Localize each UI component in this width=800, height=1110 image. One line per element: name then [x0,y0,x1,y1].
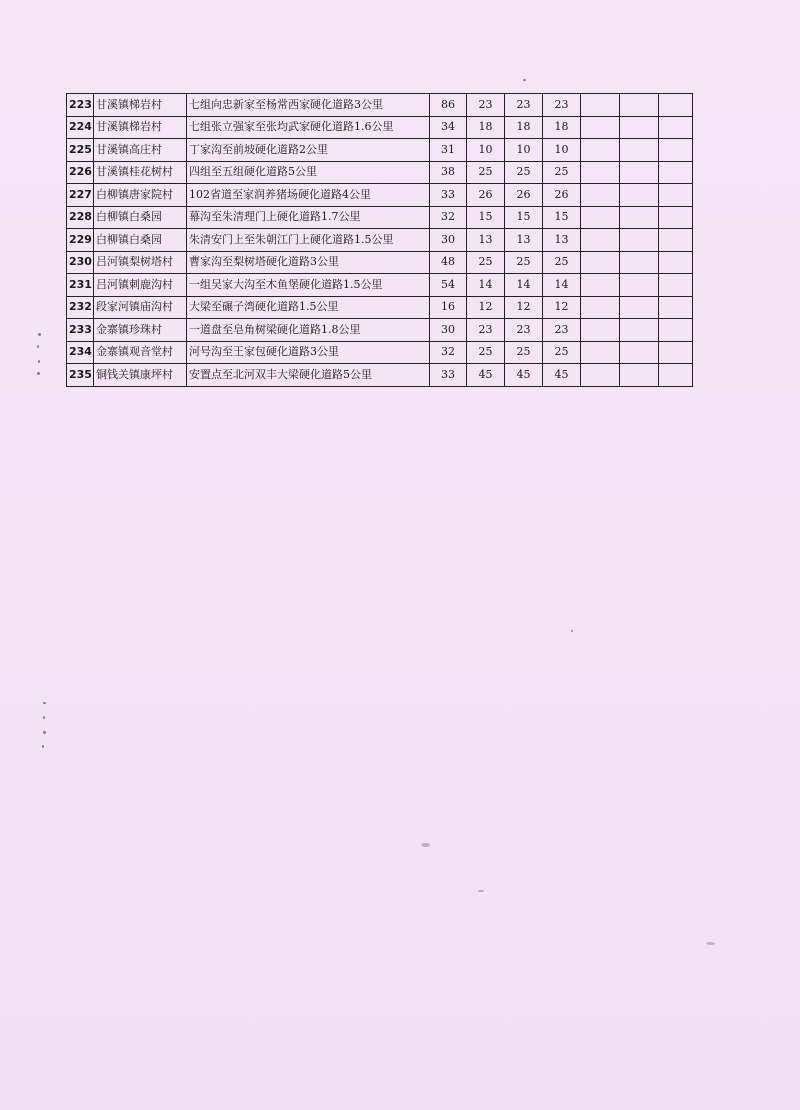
empty-cell [620,251,659,274]
empty-cell [659,184,693,207]
value-col-4: 12 [543,296,581,319]
value-col-3: 25 [505,161,543,184]
empty-cell [659,274,693,297]
value-col-2: 18 [467,116,505,139]
value-col-4: 10 [543,139,581,162]
empty-cell [581,319,620,342]
row-number: 235 [67,364,94,387]
table-row [67,364,693,387]
value-col-1: 30 [430,319,467,342]
row-number: 231 [67,274,94,297]
value-col-1: 48 [430,251,467,274]
village-name: 甘溪镇桂花树村 [94,161,187,184]
scan-speck [523,79,526,81]
empty-cell [659,229,693,252]
value-col-4: 25 [543,161,581,184]
row-number: 233 [67,319,94,342]
table-row [67,229,693,252]
value-col-4: 23 [543,94,581,117]
empty-cell [620,341,659,364]
scan-speck [37,345,39,348]
value-col-3: 12 [505,296,543,319]
value-col-2: 12 [467,296,505,319]
value-col-1: 86 [430,94,467,117]
value-col-4: 14 [543,274,581,297]
value-col-1: 30 [430,229,467,252]
value-col-2: 23 [467,94,505,117]
value-col-3: 23 [505,94,543,117]
table-row [67,139,693,162]
village-name: 白柳镇唐家院村 [94,184,187,207]
value-col-1: 33 [430,184,467,207]
empty-cell [659,364,693,387]
value-col-3: 14 [505,274,543,297]
village-name: 吕河镇刺鹿沟村 [94,274,187,297]
village-name: 甘溪镇梯岩村 [94,116,187,139]
value-col-4: 15 [543,206,581,229]
value-col-2: 45 [467,364,505,387]
project-description: 幕沟至朱清理门上硬化道路1.7公里 [187,206,430,229]
value-col-4: 26 [543,184,581,207]
project-description: 丁家沟至前坡硬化道路2公里 [187,139,430,162]
value-col-2: 10 [467,139,505,162]
value-col-4: 18 [543,116,581,139]
project-description: 河号沟至王家包硬化道路3公里 [187,341,430,364]
row-number: 228 [67,206,94,229]
empty-cell [659,161,693,184]
project-description: 大梁至碾子湾硬化道路1.5公里 [187,296,430,319]
project-table [66,93,693,387]
table-row [67,161,693,184]
empty-cell [581,364,620,387]
row-number: 229 [67,229,94,252]
empty-cell [620,184,659,207]
empty-cell [659,206,693,229]
empty-cell [620,116,659,139]
village-name: 甘溪镇高庄村 [94,139,187,162]
table-row [67,319,693,342]
empty-cell [581,94,620,117]
scan-speck [421,843,430,847]
value-col-3: 25 [505,251,543,274]
project-description: 安置点至北河双丰大梁硬化道路5公里 [187,364,430,387]
value-col-2: 23 [467,319,505,342]
empty-cell [659,319,693,342]
value-col-4: 13 [543,229,581,252]
empty-cell [620,229,659,252]
row-number: 227 [67,184,94,207]
value-col-2: 13 [467,229,505,252]
empty-cell [581,139,620,162]
project-description: 七组向忠新家至杨常西家硬化道路3公里 [187,94,430,117]
row-number: 226 [67,161,94,184]
project-description: 四组至五组硬化道路5公里 [187,161,430,184]
project-description: 朱清安门上至朱朝江门上硬化道路1.5公里 [187,229,430,252]
scan-speck [38,333,41,336]
empty-cell [581,274,620,297]
scan-speck [42,745,44,748]
scan-speck [571,630,573,632]
scan-speck [37,372,40,375]
value-col-2: 25 [467,251,505,274]
value-col-2: 25 [467,341,505,364]
empty-cell [620,206,659,229]
value-col-1: 32 [430,341,467,364]
table-row [67,206,693,229]
row-number: 234 [67,341,94,364]
value-col-1: 38 [430,161,467,184]
row-number: 224 [67,116,94,139]
empty-cell [581,206,620,229]
table-row [67,274,693,297]
row-number: 232 [67,296,94,319]
empty-cell [620,94,659,117]
scan-speck [38,360,40,363]
empty-cell [620,139,659,162]
table-row [67,341,693,364]
empty-cell [620,274,659,297]
empty-cell [659,251,693,274]
empty-cell [659,139,693,162]
value-col-1: 16 [430,296,467,319]
table-row [67,251,693,274]
value-col-3: 26 [505,184,543,207]
value-col-1: 34 [430,116,467,139]
table-row [67,296,693,319]
row-number: 225 [67,139,94,162]
value-col-2: 25 [467,161,505,184]
value-col-2: 15 [467,206,505,229]
value-col-3: 25 [505,341,543,364]
empty-cell [659,296,693,319]
value-col-1: 33 [430,364,467,387]
project-description: 曹家沟至梨树塔硬化道路3公里 [187,251,430,274]
scan-speck [43,702,46,704]
empty-cell [581,296,620,319]
empty-cell [659,116,693,139]
table-row [67,116,693,139]
empty-cell [581,229,620,252]
value-col-3: 18 [505,116,543,139]
scan-speck [706,942,715,945]
empty-cell [581,161,620,184]
value-col-3: 10 [505,139,543,162]
row-number: 230 [67,251,94,274]
empty-cell [620,364,659,387]
row-number: 223 [67,94,94,117]
empty-cell [620,161,659,184]
value-col-2: 26 [467,184,505,207]
empty-cell [581,184,620,207]
value-col-2: 14 [467,274,505,297]
village-name: 金寨镇观音堂村 [94,341,187,364]
scan-speck [43,731,46,734]
empty-cell [620,319,659,342]
table-row [67,94,693,117]
value-col-3: 23 [505,319,543,342]
value-col-1: 32 [430,206,467,229]
empty-cell [581,116,620,139]
value-col-1: 31 [430,139,467,162]
value-col-1: 54 [430,274,467,297]
empty-cell [581,341,620,364]
value-col-4: 25 [543,341,581,364]
scan-speck [43,716,45,719]
empty-cell [620,296,659,319]
empty-cell [659,341,693,364]
empty-cell [659,94,693,117]
table-row [67,184,693,207]
project-description: 一道盘至皂角树梁硬化道路1.8公里 [187,319,430,342]
scan-speck [478,890,484,892]
value-col-3: 15 [505,206,543,229]
project-description: 一组吴家大沟至木鱼堡硬化道路1.5公里 [187,274,430,297]
value-col-4: 23 [543,319,581,342]
village-name: 吕河镇梨树塔村 [94,251,187,274]
empty-cell [581,251,620,274]
village-name: 白柳镇白桑园 [94,206,187,229]
village-name: 甘溪镇梯岩村 [94,94,187,117]
value-col-3: 13 [505,229,543,252]
village-name: 铜钱关镇康坪村 [94,364,187,387]
value-col-4: 25 [543,251,581,274]
village-name: 白柳镇白桑园 [94,229,187,252]
value-col-3: 45 [505,364,543,387]
village-name: 段家河镇庙沟村 [94,296,187,319]
project-description: 102省道至家润养猪场硬化道路4公里 [187,184,430,207]
project-description: 七组张立强家至张均武家硬化道路1.6公里 [187,116,430,139]
value-col-4: 45 [543,364,581,387]
village-name: 金寨镇珍珠村 [94,319,187,342]
table-body [67,94,693,387]
